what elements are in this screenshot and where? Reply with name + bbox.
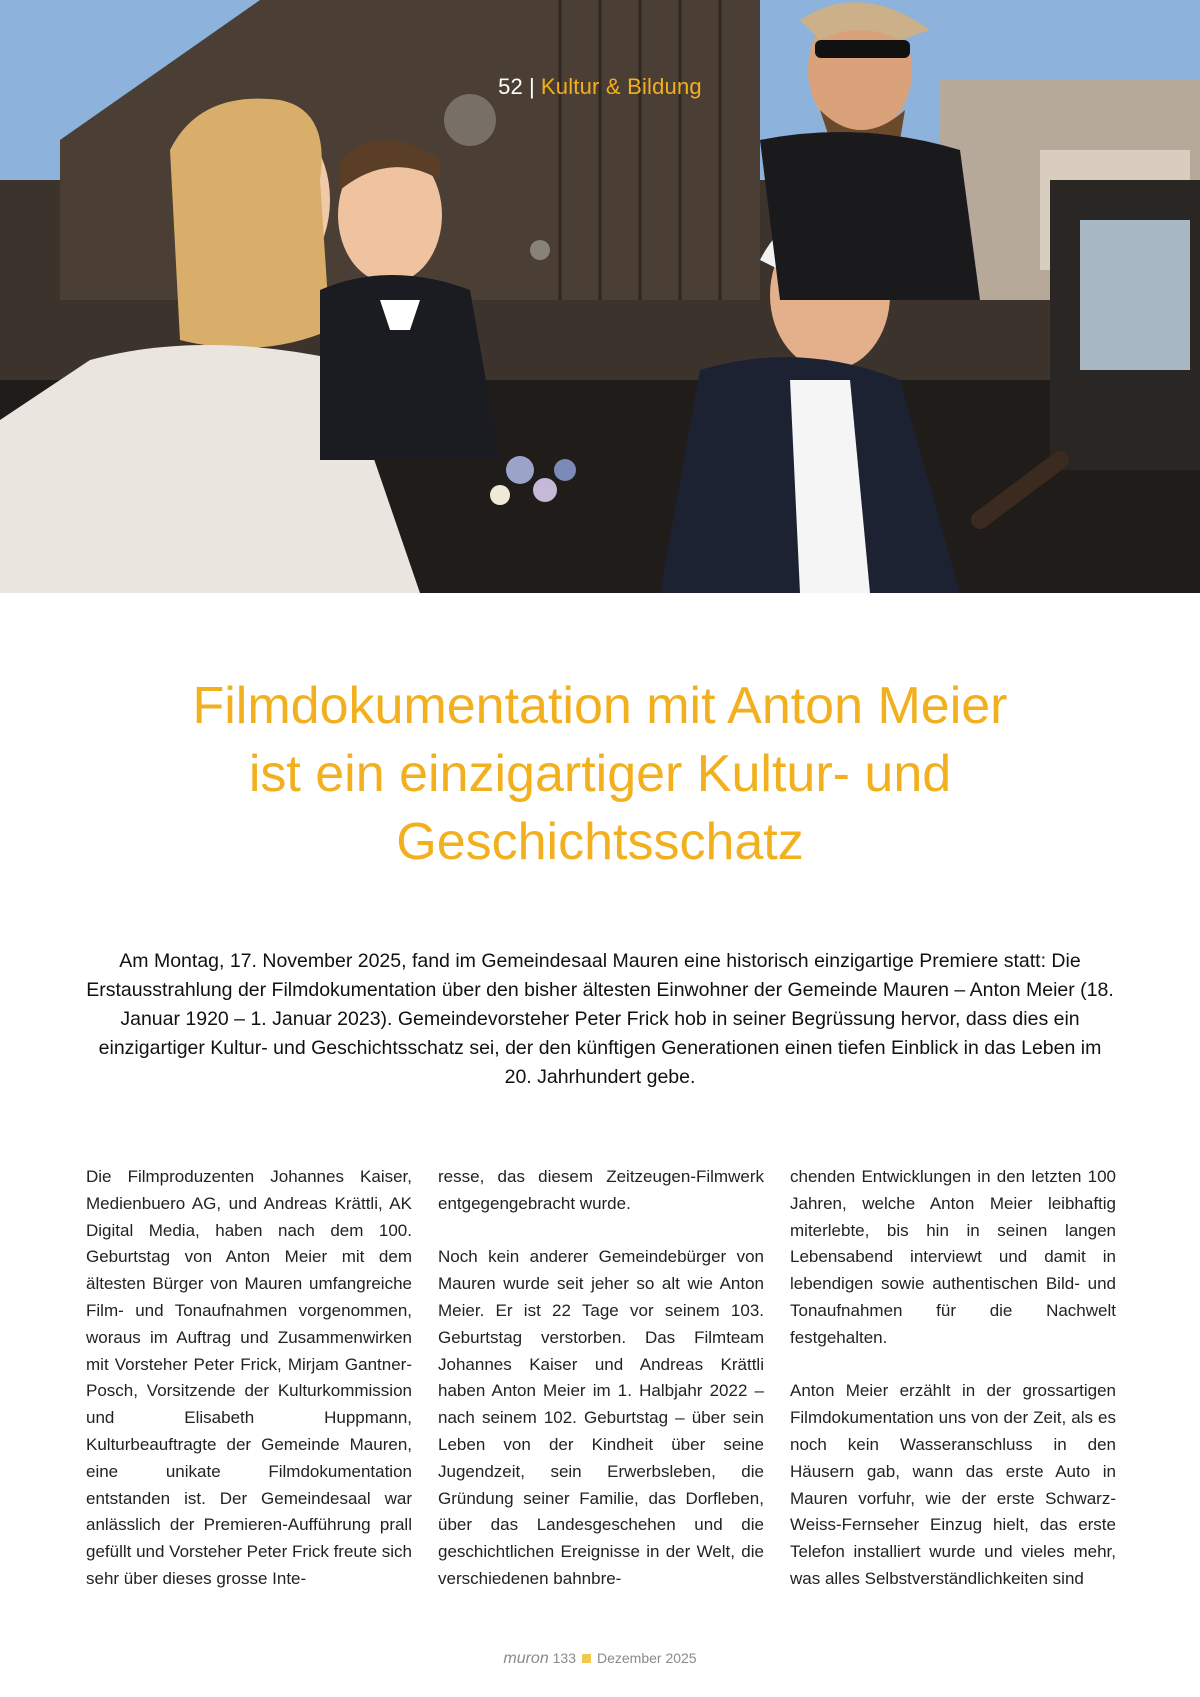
header-separator: | [528, 74, 535, 99]
body-column-3 [790, 1164, 1116, 1594]
magazine-brand: muron [503, 1650, 549, 1667]
section-title: Kultur & Bildung [540, 74, 702, 99]
article-body [86, 1164, 1117, 1594]
body-paragraph: Anton Meier erzählt in der grossartigen Filmdokumentation uns von der Zeit, als es noch kein Wasseranschluss in den Häusern gab, wann das erste Auto in Mauren vorfuhr, wie der erste Schwarz-Weiss-Fernseher Einzug hielt, das erste Telefon installiert wurde und vieles mehr, was alles Selbstverständlichkeiten sind [790, 1381, 1116, 1588]
page-number: 52 [498, 74, 523, 99]
issue-date: Dezember 2025 [596, 1650, 697, 1666]
article-lead: Am Montag, 17. November 2025, fand im Gemeindesaal Mauren eine historisch einzigartige Premiere statt: Die Erstausstrahlung der Filmdokumentation über den bisher ältesten Einwohner der Gemeinde Mauren – Anton Meier (18. Januar 1920 – 1. Januar 2023). Gemeindevorsteher Peter Frick hob in seiner Begrüssung hervor, dass dies ein einzigartiger Kultur- und Geschichtsschatz sei, der den künftigen Generationen einen tiefen Einblick in das Leben im 20. Jahrhundert gebe. [86, 950, 1114, 1088]
issue-number: 133 [552, 1650, 576, 1666]
body-paragraph: Die Filmproduzenten Johannes Kaiser, Medienbuero AG, und Andreas Krättli, AK Digital Media, haben nach dem 100. Geburtstag von Anton Meier mit dem ältesten Bürger von Mauren umfangreiche Film- und Tonaufnahmen vorgenommen, woraus im Auftrag und Zusammenwirken mit Vorsteher Peter Frick, Mirjam Gantner-Posch, Vorsitzende der Kulturkommission und Elisabeth Huppmann, Kulturbeauftragte der Gemeinde Mauren, eine unikate Filmdokumentation entstanden ist. Der Gemeindesaal war anlässlich der Premieren-Aufführung prall gefüllt und Vorsteher Peter Frick freute sich sehr über dieses grosse Inte- [86, 1167, 412, 1588]
page-footer [0, 1650, 1200, 1668]
title-line-1: Filmdokumentation mit Anton Meier [192, 677, 1008, 735]
body-paragraph: resse, das diesem Zeitzeugen-Filmwerk entgegengebracht wurde. [438, 1167, 764, 1213]
footer-square-icon [582, 1654, 591, 1663]
page-header [0, 74, 1200, 100]
title-line-2: ist ein einzigartiger Kultur- und [248, 745, 952, 803]
body-paragraph: Noch kein anderer Gemeindebürger von Mauren wurde seit jeher so alt wie Anton Meier. Er ist 22 Tage vor seinem 103. Geburtstag verstorben. Das Filmteam Johannes Kaiser und Andreas Krättli haben Anton Meier im 1. Halbjahr 2022 – nach seinem 102. Geburtstag – über sein Leben von der Kindheit über seine Jugendzeit, sein Erwerbsleben, die Gründung seiner Familie, das Dorfleben, über das Landesgeschehen und die geschichtlichen Ereignisse in der Welt, die verschiedenen bahnbre- [438, 1247, 764, 1588]
body-column-2 [438, 1164, 764, 1594]
title-line-3: Geschichtsschatz [396, 813, 804, 871]
article-title [60, 672, 1140, 876]
body-column-1 [86, 1164, 412, 1594]
body-paragraph: chenden Entwicklungen in den letzten 100 Jahren, welche Anton Meier leibhaftig miterlebte, bis hin in seinen langen Lebensabend interviewt und damit in lebendigen sowie authentischen Bild- und Tonaufnahmen für die Nachwelt festgehalten. [790, 1167, 1116, 1347]
